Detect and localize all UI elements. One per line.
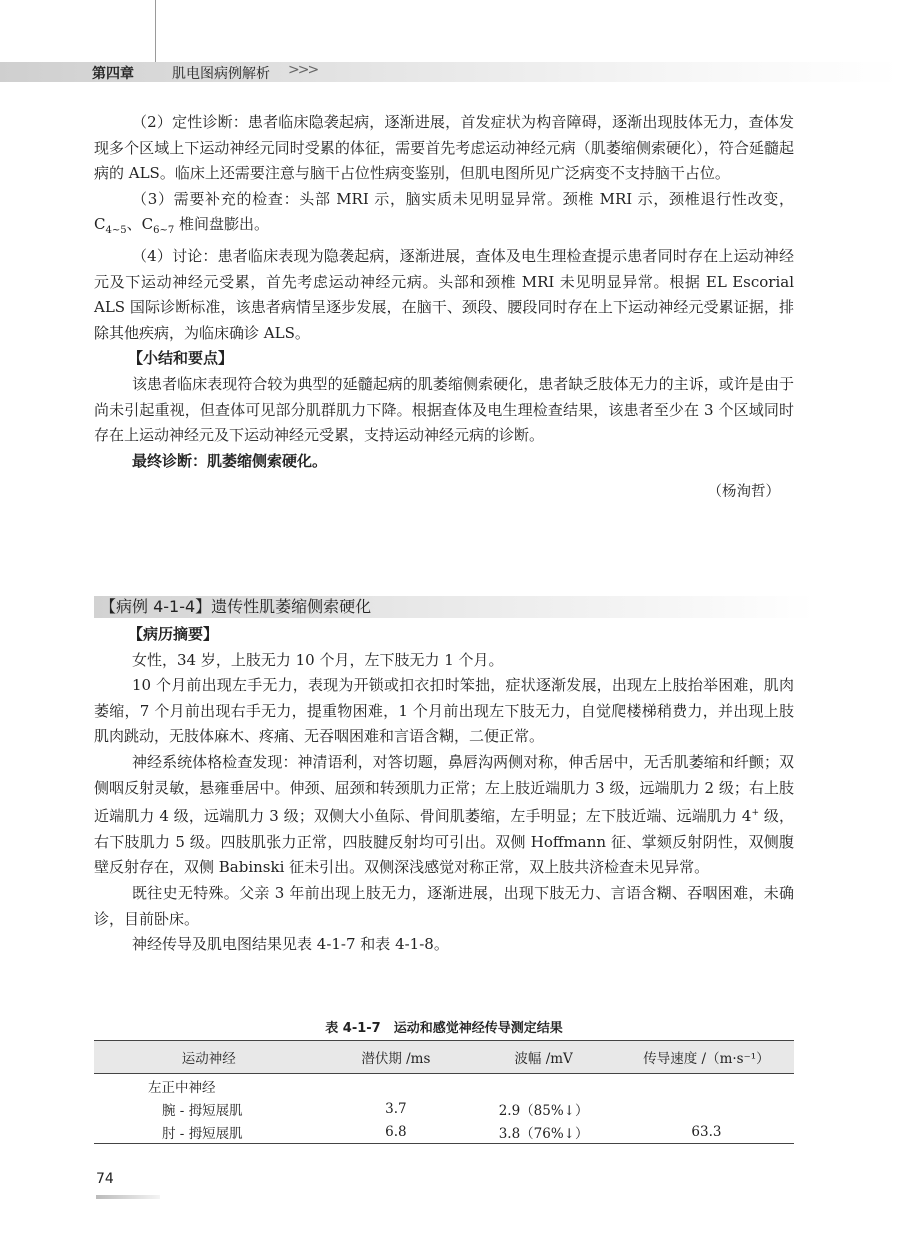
paragraph-case-history: 10 个月前出现左手无力，表现为开锁或扣衣扣时笨拙，症状逐渐发展，出现左上肢抬举困难，肌肉萎缩，7 个月前出现右手无力，提重物困难，1 个月前出现左下肢无力，自觉爬楼梯稍费力，并出现上肢肌肉跳动，无肢体麻木、疼痛、无吞咽困难和言语含糊，二便正常。 bbox=[94, 676, 794, 746]
summary-heading: 【小结和要点】 bbox=[128, 349, 234, 368]
neuro-text-a: 神经系统体格检查发现：神清语利，对答切题，鼻唇沟两侧对称，伸舌居中，无舌肌萎缩和纤颤；双侧咽反射灵敏，悬雍垂居中。伸颈、屈颈和转颈肌力正常；左上肢近端肌力 3 级，远端肌力 2 级；右上肢近端肌力 4 级，远端肌力 3 级；双侧大小鱼际、骨间肌萎缩，左手明显；左下肢近端、远端肌力 4 bbox=[94, 752, 794, 826]
table-cell: 2.9（85%↓） bbox=[498, 1102, 589, 1119]
section-diagnosis bbox=[94, 110, 794, 506]
history-heading: 【病历摘要】 bbox=[128, 625, 219, 643]
paragraph-qualitative-diagnosis: （2）定性诊断：患者临床隐袭起病，逐渐进展，首发症状为构音障碍，逐渐出现肢体无力，查体发现多个区域上下运动神经元同时受累的体征，需要首先考虑运动神经元病（肌萎缩侧索硬化），符合延髓起病的 ALS。临床上还需要注意与脑干占位性病变鉴别，但肌电图所见广泛病变不支持脑干占位。 bbox=[94, 113, 794, 183]
table-cell: 3.8（76%↓） bbox=[468, 1120, 619, 1144]
chevron-icon: >>> bbox=[288, 62, 318, 78]
chapter-title: 肌电图病例解析 bbox=[172, 66, 270, 82]
exam-subscript-2: 6~7 bbox=[153, 225, 175, 237]
exam-text-c: 椎间盘膨出。 bbox=[174, 215, 269, 234]
table-row bbox=[94, 1120, 794, 1144]
table-row bbox=[94, 1074, 794, 1098]
table-header-cell: 传导速度 /（m·s⁻¹） bbox=[619, 1041, 794, 1074]
table-header-cell: 波幅 /mV bbox=[468, 1041, 619, 1074]
table-header-cell: 潜伏期 /ms bbox=[323, 1041, 468, 1074]
neuro-superscript: + bbox=[751, 808, 759, 819]
table-row bbox=[94, 1097, 794, 1120]
chapter-label: 第四章 bbox=[92, 66, 134, 82]
final-diagnosis: 最终诊断：肌萎缩侧索硬化。 bbox=[132, 451, 328, 470]
paragraph-additional-exams bbox=[94, 187, 794, 244]
table-cell bbox=[619, 1097, 794, 1120]
neuro-text-b: 级，右下肢肌力 5 级。四肢肌张力正常，四肢腱反射均可引出。双侧 Hoffmann 征、掌颏反射阴性，双侧腹壁反射存在，双侧 Babinski 征未引出。双侧深浅感觉对称正常，双上肢共济检查未见异常。 bbox=[94, 807, 794, 877]
author-signature: （杨洵哲） bbox=[707, 484, 780, 501]
table-header-row bbox=[94, 1041, 794, 1074]
exam-subscript-1: 4~5 bbox=[105, 225, 127, 237]
section-case bbox=[94, 622, 794, 958]
table-caption: 表 4-1-7 运动和感觉神经传导测定结果 bbox=[325, 1021, 563, 1036]
exam-text-a: （3）需要补充的检查：头部 MRI 示，脑实质未见明显异常。颈椎 MRI 示，颈椎退行性改变，C bbox=[94, 189, 794, 234]
paragraph-neuro-exam bbox=[94, 750, 794, 881]
table-cell: 肘 - 拇短展肌 bbox=[94, 1120, 323, 1144]
table-cell: 63.3 bbox=[619, 1120, 794, 1144]
footer-bar bbox=[96, 1195, 160, 1199]
paragraph-discussion: （4）讨论：患者临床表现为隐袭起病，逐渐进展，查体及电生理检查提示患者同时存在上运动神经元及下运动神经元受累，首先考虑运动神经元病。头部和颈椎 MRI 未见明显异常。根据 EL Escorial ALS 国际诊断标准，该患者病情呈逐步发展，在脑干、颈段、腰段同时存在上下运动神经元受累证据，排除其他疾病，为临床确诊 ALS。 bbox=[94, 246, 794, 342]
paragraph-summary: 该患者临床表现符合较为典型的延髓起病的肌萎缩侧索硬化，患者缺乏肢体无力的主诉，或许是由于尚未引起重视，但查体可见部分肌群肌力下降。根据查体及电生理检查结果，该患者至少在 3 个区域同时存在上运动神经元及下运动神经元受累，支持运动神经元病的诊断。 bbox=[94, 374, 794, 445]
case-title: 【病例 4-1-4】遗传性肌萎缩侧索硬化 bbox=[100, 597, 372, 616]
paragraph-case-intro: 女性，34 岁，上肢无力 10 个月，左下肢无力 1 个月。 bbox=[132, 650, 504, 669]
nerve-name-cell: 左正中神经 bbox=[148, 1079, 216, 1096]
table-cell: 6.8 bbox=[323, 1120, 468, 1144]
table-cell: 腕 - 拇短展肌 bbox=[162, 1102, 243, 1119]
table-header-cell: 运动神经 bbox=[94, 1041, 323, 1074]
header-bar bbox=[0, 62, 900, 82]
paragraph-past-history: 既往史无特殊。父亲 3 年前出现上肢无力，逐渐进展，出现下肢无力、言语含糊、吞咽困难，未确诊，目前卧床。 bbox=[94, 883, 794, 928]
paragraph-table-reference: 神经传导及肌电图结果见表 4-1-7 和表 4-1-8。 bbox=[132, 935, 449, 954]
exam-text-b: 、C bbox=[126, 215, 154, 234]
page-number: 74 bbox=[96, 1171, 114, 1187]
table-cell: 3.7 bbox=[385, 1100, 407, 1117]
nerve-conduction-table bbox=[94, 1040, 794, 1144]
